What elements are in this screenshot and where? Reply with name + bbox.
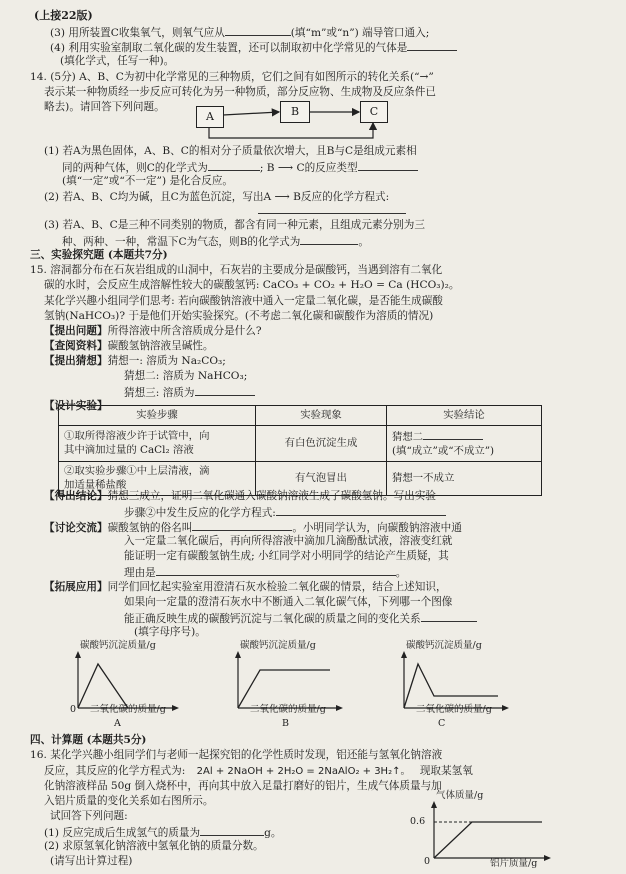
q13-part4-cont: (填化学式，任写一种)。: [60, 55, 175, 67]
graph-letter: A: [114, 718, 121, 729]
box-a: A: [196, 106, 224, 128]
q15-intro-1: 15. 溶洞都分布在石灰岩组成的山洞中，石灰岩的主要成分是碳酸钙，当遇到溶有二氧化: [30, 264, 443, 276]
q15-discussion-3: 能证明一定有碳酸氢钠生成; 小红同学对小明同学的结论产生质疑，其: [124, 550, 449, 562]
graph-ylabel: 气体质量/g: [436, 790, 484, 801]
table-cell-phenomenon: 有白色沉淀生成: [256, 425, 387, 461]
q16-question-1: (1) 反应完成后生成氢气的质量为 g。: [44, 824, 281, 840]
graph-y-value: 0.6: [410, 816, 426, 827]
answer-blank: [407, 39, 457, 51]
q15-discussion: 【讨论交流】碳酸氢钠的俗名叫 。小明同学认为，向碳酸钠溶液中通: [44, 519, 462, 535]
q15-hypothesis: 【提出猜想】猜想一: 溶质为 Na₂CO₃;: [44, 355, 226, 367]
table-header-row: [59, 406, 542, 426]
answer-blank: [423, 428, 483, 440]
table-cell-conclusion: 猜想二 (填“成立”或“不成立”): [387, 425, 542, 461]
curve-c: [404, 664, 498, 708]
q15-guess-2: 猜想二: 溶质为 NaHCO₃;: [124, 370, 248, 382]
curve-b: [238, 670, 330, 708]
reaction-equation: 2Al + 2NaOH + 2H₂O = 2NaAlO₂ + 3H₂↑。: [196, 766, 411, 777]
graph-letter: C: [438, 718, 446, 729]
q15-extension: 【拓展应用】同学们回忆起实验室用澄清石灰水检验二氧化碳的情景，结合上述知识，: [44, 581, 447, 593]
q14-part3-b: 种、两种、一种，常温下C为气态，则B的化学式为 。: [62, 233, 369, 249]
q15-result-2: 步骤②中发生反应的化学方程式:: [124, 504, 446, 520]
answer-blank: [276, 504, 446, 516]
q16-line-4: 入铝片质量的变化关系如右图所示。: [44, 795, 214, 807]
q14-part2-blank: [258, 202, 406, 218]
q15-intro-4: 氢钠(NaHCO₃)? 于是他们开始实验探究。(不考虑二氧化碳和碳酸作为溶质的情况): [44, 310, 434, 322]
answer-blank: [300, 233, 358, 245]
q15-intro-2: 碳的水时，会反应生成溶解性较大的碳酸氢钙: CaCO₃ + CO₂ + H₂O = Ca (HCO₃)₂。: [44, 279, 460, 291]
q15-guess-3: 猜想三: 溶质为: [124, 384, 255, 400]
q15-raise-question: 【提出问题】所得溶液中所含溶质成分是什么?: [44, 325, 262, 337]
table-row: [59, 425, 542, 461]
q14-part1-a: (1) 若A为黑色固体，A、B、C的相对分子质量依次增大，且B与C是组成元素相: [44, 145, 417, 157]
experiment-table: [58, 405, 542, 496]
q15-discussion-2: 入一定量二氧化碳后，再向所得溶液中滴加几滴酚酞试液，溶液变红就: [124, 535, 453, 547]
continued-header: (上接22版): [34, 9, 93, 22]
q13-part4: (4) 利用实验室制取二氧化碳的发生装置，还可以制取初中化学常见的气体是: [50, 39, 457, 55]
gas-curve: [434, 822, 542, 858]
hydrogen-graph: [410, 790, 560, 872]
graph-a: [62, 640, 182, 728]
section-3-title: 三、实验探究题 (本题共7分): [30, 249, 168, 261]
box-c: C: [360, 101, 388, 123]
q16-line-5: 试回答下列问题:: [50, 810, 128, 822]
arrow-a-to-b: [223, 112, 279, 115]
q16-question-2: (2) 求原氢氧化钠溶液中氢氧化钠的质量分数。: [44, 840, 264, 852]
graph-origin: 0: [70, 704, 77, 715]
q15-extension-4: (填字母序号)。: [134, 626, 206, 638]
q16-line-2: 反应，其反应的化学方程式为: 2Al + 2NaOH + 2H₂O = 2NaAlO₂ + 3H₂↑。 现取某氢氧: [44, 765, 473, 777]
q14-intro-2: 表示某一种物质经一步反应可转化为另一种物质，部分反应物、生成物及反应条件已: [44, 86, 436, 98]
graph-xlabel: 铝片质量/g: [490, 858, 538, 869]
table-header: 实验现象: [256, 406, 387, 426]
q15-result: 【得出结论】猜想三成立，证明二氧化碳通入碳酸钠溶液生成了碳酸氢钠。写出实验: [44, 490, 436, 502]
q15-design-tag: 【设计实验】: [44, 400, 108, 412]
q16-line-1: 16. 某化学兴趣小组同学们与老师一起探究铝的化学性质时发现，铝还能与氢氧化钠溶液: [30, 749, 443, 761]
q14-part2: (2) 若A、B、C均为碱，且C为蓝色沉淀，写出A ⟶ B反应的化学方程式:: [44, 191, 390, 203]
arrow-a-to-c: [209, 123, 373, 138]
answer-blank: [421, 610, 477, 622]
table-cell-step: ①取所得溶液少许于试管中，向 其中滴加过量的 CaCl₂ 溶液: [59, 425, 256, 461]
q15-extension-2: 如果向一定量的澄清石灰水中不断通入二氧化碳气体，下列哪一个图像: [124, 596, 453, 608]
graph-b: [226, 640, 346, 728]
answer-blank: [200, 824, 264, 836]
graph-origin: 0: [424, 856, 431, 867]
arrows-svg: [180, 96, 410, 146]
answer-blank: [192, 519, 292, 531]
table-header: 实验结论: [387, 406, 542, 426]
q13-part3: (3) 用所装置C收集氧气，则氧气应从 (填“m”或“n”) 端导管口通入;: [50, 24, 429, 40]
q14-part1-c: (填“一定”或“不一定”) 是化合反应。: [62, 175, 234, 187]
graph-ylabel: 碳酸钙沉淀质量/g: [80, 640, 156, 651]
graph-ylabel: 碳酸钙沉淀质量/g: [406, 640, 482, 651]
curve-a: [78, 664, 128, 708]
graph-ylabel: 碳酸钙沉淀质量/g: [240, 640, 316, 651]
section-4-title: 四、计算题 (本题共5分): [30, 734, 147, 746]
graph-letter: B: [282, 718, 289, 729]
q16-line-3: 化钠溶液样品 50g 倒入烧杯中，再向其中放入足量打磨好的铝片，生成气体质量与加: [44, 780, 442, 792]
table-header: 实验步骤: [59, 406, 256, 426]
q15-discussion-4: 理由是 。: [124, 564, 406, 580]
answer-blank: [195, 384, 255, 396]
graph-xlabel: 二氧化碳的质量/g: [416, 704, 492, 715]
q14-intro-3: 略去)。请回答下列问题。: [44, 101, 165, 113]
answer-blank: [208, 159, 260, 171]
q14-intro-1: 14. (5分) A、B、C为初中化学常见的三种物质，它们之间有如图所示的转化关系(“→”: [30, 71, 434, 83]
table-cell-phenomenon: 有气泡冒出: [256, 461, 387, 495]
q14-part3-a: (3) 若A、B、C是三种不同类别的物质，都含有同一种元素，且组成元素分别为三: [44, 219, 425, 231]
box-b: B: [280, 101, 310, 123]
graph-c: [392, 640, 512, 728]
graph-xlabel: 二氧化碳的质量/g: [250, 704, 326, 715]
answer-blank: [156, 564, 396, 576]
graph-xlabel: 二氧化碳的质量/g: [90, 704, 166, 715]
q15-reference: 【查阅资料】碳酸氢钠溶液呈碱性。: [44, 340, 214, 352]
table-cell-step: ②取实验步骤①中上层清液，滴 加适量稀盐酸: [59, 461, 256, 495]
q15-extension-3: 能正确反映生成的碳酸钙沉淀与二氧化碳的质量之间的变化关系: [124, 610, 477, 626]
q14-part1-b: 同的两种气体，则C的化学式为 ; B ⟶ C的反应类型: [62, 159, 418, 175]
answer-blank: [225, 24, 291, 36]
q16-question-2-note: (请写出计算过程): [50, 855, 133, 867]
table-cell-conclusion: 猜想一不成立: [387, 461, 542, 495]
answer-blank: [358, 159, 418, 171]
q15-intro-3: 某化学兴趣小组同学们思考: 若向碳酸钠溶液中通入一定量二氧化碳，是否能生成碳酸: [44, 295, 443, 307]
